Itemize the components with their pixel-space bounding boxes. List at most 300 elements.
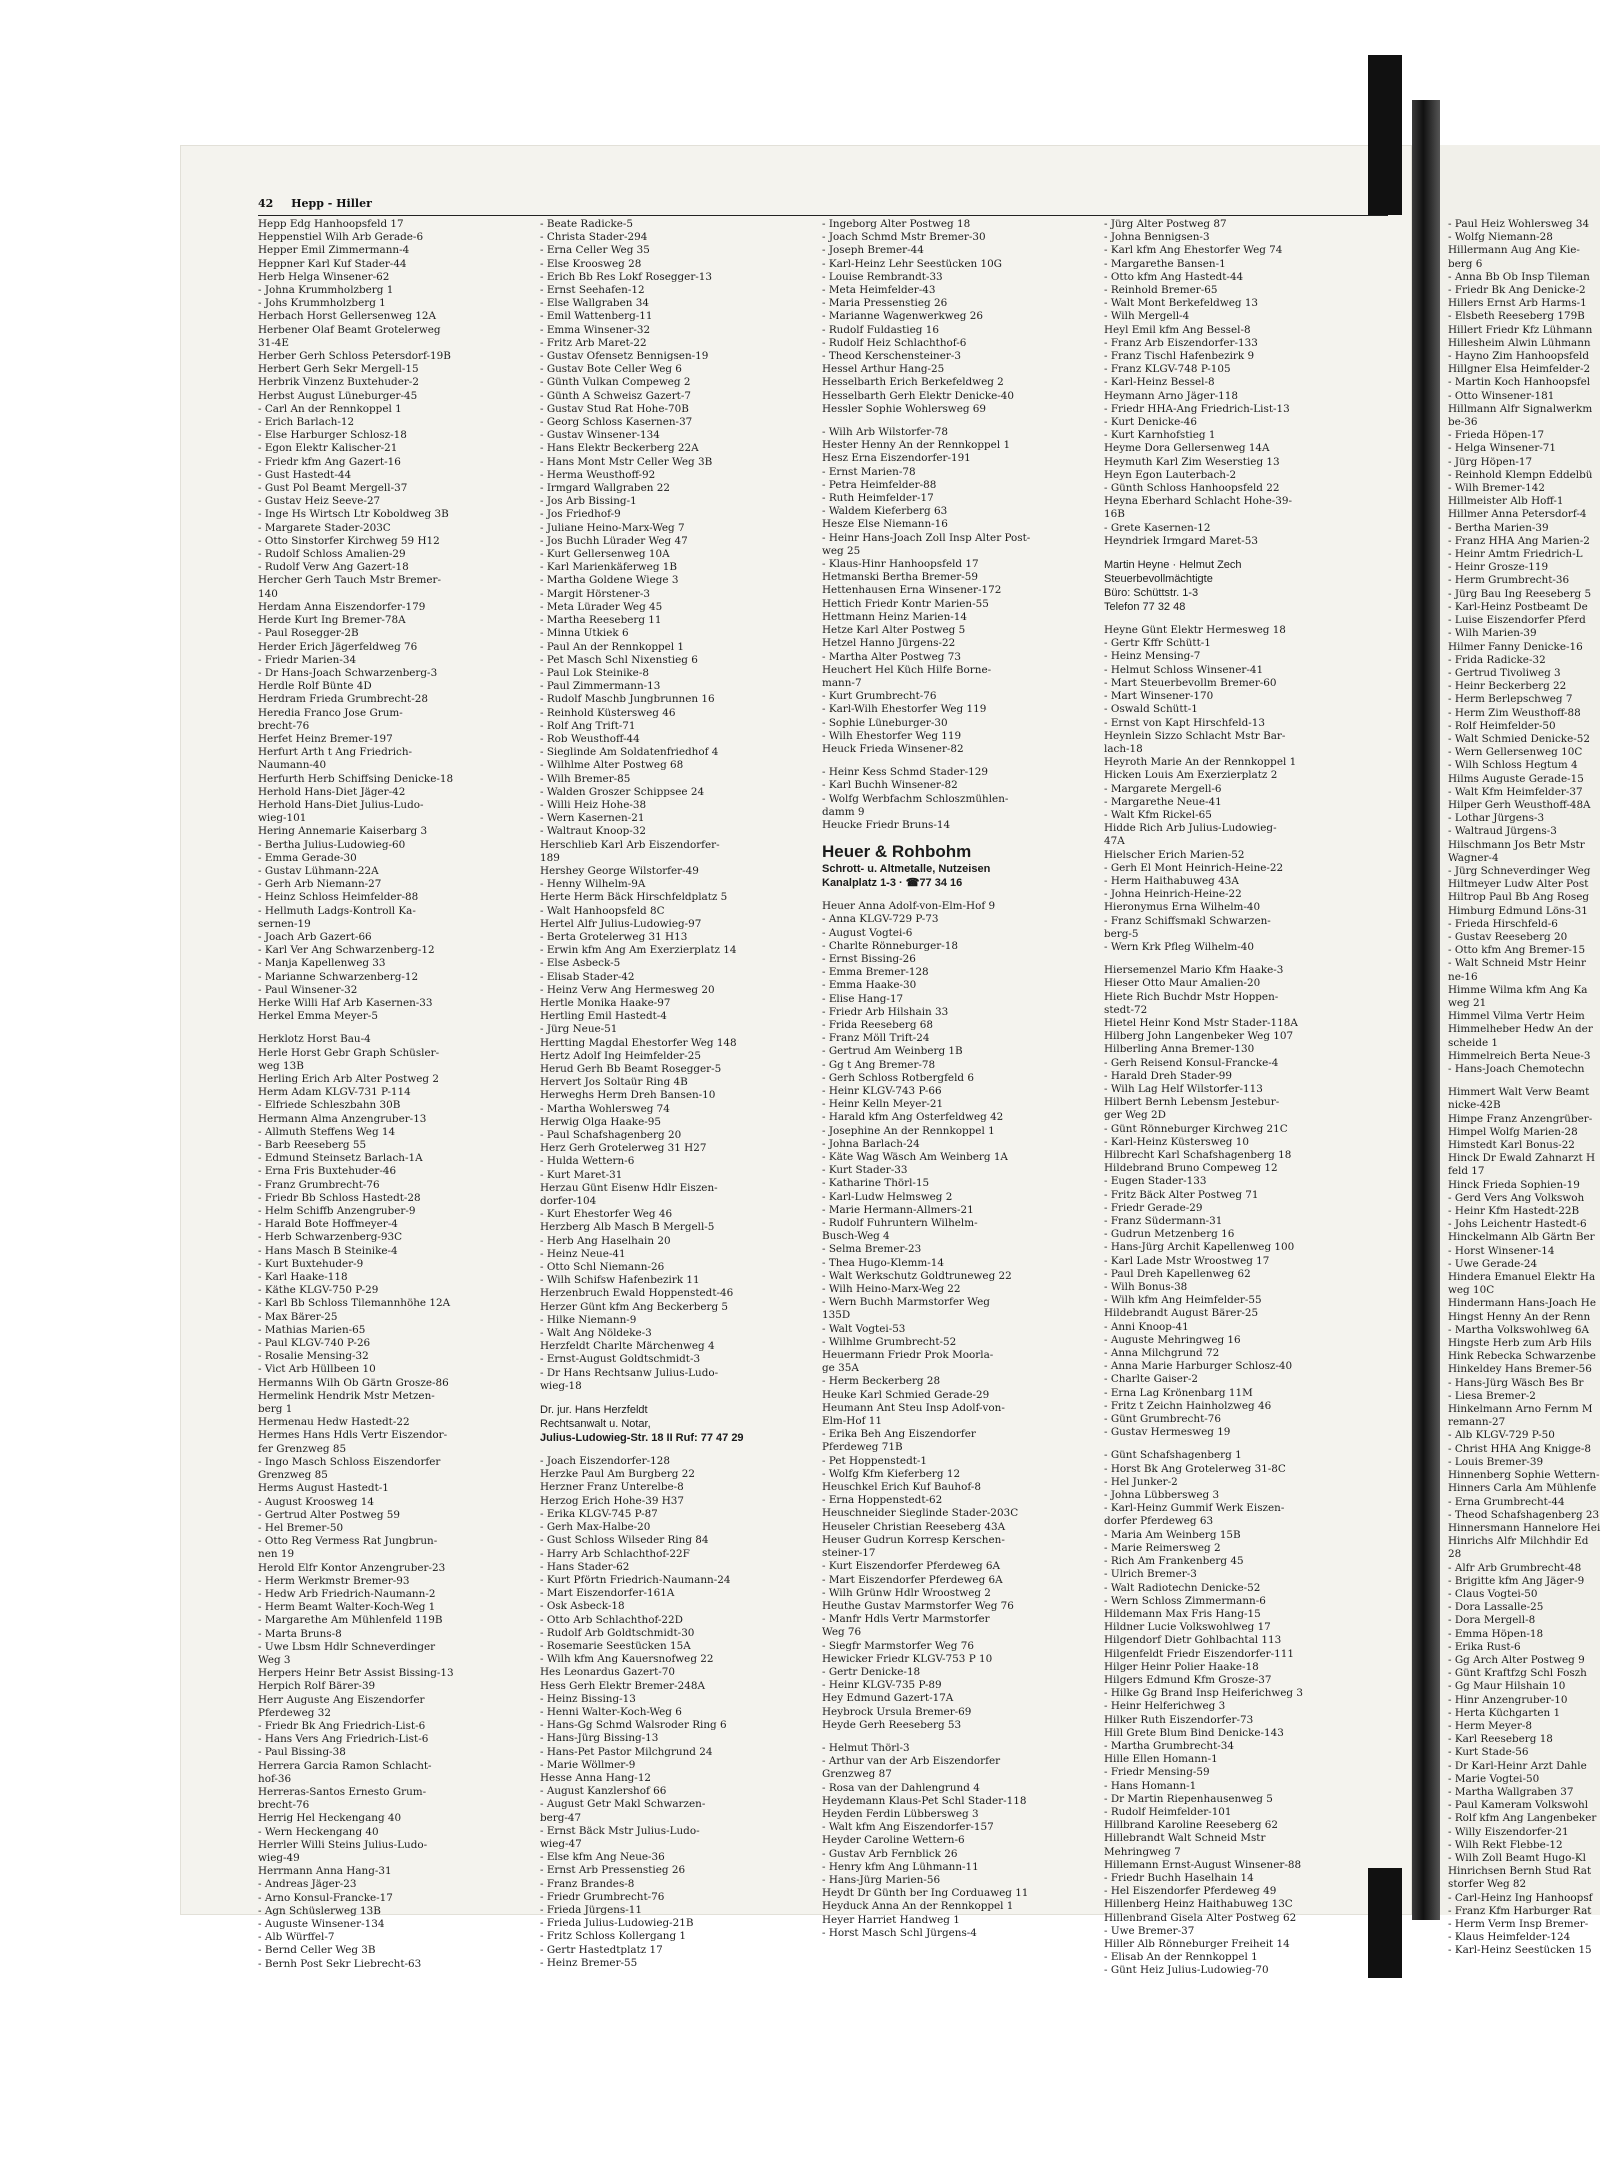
facing-page-column [1448, 218, 1608, 1957]
directory-entry: - Carl An der Rennkoppel 1 [258, 402, 402, 415]
directory-entry: brecht-76 [258, 1799, 310, 1812]
directory-entry: Herms August Hastedt-1 [258, 1482, 389, 1495]
directory-entry: - Thea Hugo-Klemm-14 [822, 1256, 944, 1269]
directory-entry: - Paul Schafshagenberg 20 [540, 1129, 682, 1142]
directory-entry: - Friedr Grumbrecht-76 [540, 1890, 665, 1903]
directory-entry: - Hans Stader-62 [540, 1560, 630, 1573]
directory-entry: - Gg Arch Alter Postweg 9 [1448, 1653, 1585, 1666]
directory-entry: - Paul Bissing-38 [258, 1746, 346, 1759]
directory-entry: - Christ HHA Ang Knigge-8 [1448, 1442, 1591, 1455]
directory-entry: Hilker Ruth Eiszendorfer-73 [1104, 1713, 1254, 1726]
directory-entry: Hinkeldey Hans Bremer-56 [1448, 1363, 1592, 1376]
directory-entry: Hermes Hans Hdls Vertr Eiszendor- [258, 1429, 448, 1442]
directory-entry: Hinnenberg Sophie Wettern- [1448, 1469, 1600, 1482]
directory-entry: - Uwe Bremer-37 [1104, 1924, 1195, 1937]
directory-entry: Herud Gerh Bb Beamt Rosegger-5 [540, 1063, 722, 1075]
directory-entry: Herreras-Santos Ernesto Grum- [258, 1785, 427, 1798]
directory-entry: - Günt Grumbrecht-76 [1104, 1413, 1221, 1426]
ad-heyne-line2: Steuerbevollmächtigte [1104, 573, 1213, 586]
directory-entry: - Paul Rosegger-2B [258, 627, 359, 640]
directory-entry: - Anna Milchgrund 72 [1104, 1347, 1220, 1360]
directory-entry: Herfet Heinz Bremer-197 [258, 732, 393, 745]
directory-entry: Hermanns Wilh Ob Gärtn Grosze-86 [258, 1376, 449, 1389]
directory-entry: - Katharine Thörl-15 [822, 1177, 930, 1190]
directory-entry: - Joach Eiszendorfer-128 [540, 1455, 670, 1468]
directory-entry: - Henni Walter-Koch-Weg 6 [540, 1705, 682, 1718]
directory-entry: Hinners Carla Am Mühlenfe [1448, 1482, 1597, 1495]
directory-entry: Pferdeweg 32 [258, 1706, 331, 1719]
directory-entry: - Margarete Stader-203C [258, 521, 391, 534]
directory-entry: - Herm Werkmstr Bremer-93 [258, 1574, 410, 1587]
directory-entry: - Erika KLGV-745 P-87 [540, 1507, 658, 1520]
directory-entry: - Henny Wilhelm-9A [540, 878, 646, 891]
directory-entry: - Manfr Hdls Vertr Marmstorfer [822, 1613, 990, 1626]
directory-entry: Herzner Franz Unterelbe-8 [540, 1481, 684, 1494]
directory-entry: - Marie Wöllmer-9 [540, 1758, 636, 1771]
directory-entry: - Walt Kfm Heimfelder-37 [1448, 785, 1583, 798]
directory-entry: - Elsbeth Reeseberg 179B [1448, 310, 1585, 323]
directory-entry: - Emma Gerade-30 [258, 851, 357, 864]
directory-entry: - Herm Verm Insp Bremer- [1448, 1918, 1589, 1930]
directory-entry: Hilmer Fanny Denicke-16 [1448, 640, 1583, 653]
directory-entry: - Hilke Gg Brand Insp Heiferichweg 3 [1104, 1687, 1303, 1700]
directory-entry: Hill Grete Blum Bind Denicke-143 [1104, 1726, 1284, 1739]
directory-entry: - Rosa van der Dahlengrund 4 [822, 1781, 980, 1794]
directory-entry: - Walt Kfm Rickel-65 [1104, 808, 1212, 821]
directory-entry: - Horst Winsener-14 [1448, 1244, 1555, 1257]
directory-entry: - Kurt Gellersenweg 10A [540, 548, 670, 561]
directory-entry: Hillers Ernst Arb Harms-1 [1448, 297, 1587, 310]
directory-entry: - Else Harburger Schlosz-18 [258, 429, 407, 442]
directory-entry: - Joseph Bremer-44 [822, 244, 924, 257]
directory-entry: Hinrichsen Bernh Stud Rat [1448, 1865, 1592, 1878]
directory-entry: - Franz Brandes-8 [540, 1877, 635, 1890]
directory-entry: - Emma Haake-30 [822, 979, 917, 992]
directory-entry: - Hedw Arb Friedrich-Naumann-2 [258, 1587, 436, 1600]
directory-entry: - Erna Grumbrecht-44 [1448, 1495, 1565, 1508]
directory-entry: Herle Horst Gebr Graph Schüsler- [258, 1046, 440, 1059]
directory-entry: - Mathias Marien-65 [258, 1323, 366, 1336]
directory-entry: Hetze Karl Alter Postweg 5 [822, 624, 966, 637]
directory-entry: - Friedr Mensing-59 [1104, 1766, 1210, 1779]
directory-entry: Himpel Wolfg Marien-28 [1448, 1125, 1578, 1138]
directory-entry: Hesselbarth Erich Berkefeldweg 2 [822, 376, 1004, 389]
directory-entry: Hink Rebecka Schwarzenbe [1448, 1350, 1596, 1363]
directory-entry: Weg 76 [822, 1626, 862, 1639]
directory-entry: - Walt Schmied Denicke-52 [1448, 732, 1590, 745]
binding-mark-top [1368, 55, 1402, 215]
directory-entry: - Horst Bk Ang Grotelerweg 31-8C [1104, 1462, 1286, 1475]
directory-entry: - Karl-Heinz Seestücken 15 [1448, 1944, 1592, 1957]
directory-entry: - Hel Bremer-50 [258, 1521, 344, 1534]
directory-entry: Hes Leonardus Gazert-70 [540, 1666, 675, 1679]
ad-heyne-line4: Telefon 77 32 48 [1104, 601, 1186, 614]
directory-entry: Hilger Heinr Polier Haake-18 [1104, 1660, 1259, 1673]
directory-entry: dorfer Pferdeweg 63 [1104, 1515, 1214, 1528]
directory-entry: - Heinr Beckerberg 22 [1448, 680, 1567, 693]
directory-entry: - Hans-Jürg Marien-56 [822, 1873, 941, 1886]
directory-entry: - Charlte Rönneburger-18 [822, 939, 958, 952]
directory-entry: wieg-47 [540, 1837, 582, 1850]
directory-entry: Hindera Emanuel Elektr Ha [1448, 1271, 1596, 1284]
directory-entry: - Joach Arb Gazert-66 [258, 930, 372, 943]
directory-entry: - Reinhold Klempn Eddelbü [1448, 468, 1593, 481]
directory-entry: mann-7 [822, 676, 862, 689]
directory-entry: - Selma Bremer-23 [822, 1243, 922, 1256]
directory-entry: - Fritz Arb Maret-22 [540, 336, 647, 349]
directory-entry: - Wilh Bremer-85 [540, 772, 631, 785]
directory-entry: - Gustav Arb Fernblick 26 [822, 1847, 958, 1860]
directory-entry: - Frida Reeseberg 68 [822, 1018, 934, 1031]
directory-entry: Himpe Franz Anzengrüber- [1448, 1112, 1593, 1125]
directory-entry: - Henry kfm Ang Lühmann-11 [822, 1860, 979, 1873]
directory-entry: - Gertrud Am Weinberg 1B [822, 1045, 963, 1058]
directory-entry: Hesz Erna Eiszendorfer-191 [822, 452, 971, 465]
directory-entry: Herzenbruch Ewald Hoppenstedt-46 [540, 1287, 734, 1300]
directory-entry: Hertz Adolf Ing Heimfelder-25 [540, 1049, 701, 1062]
directory-entry: - Käthe KLGV-750 P-29 [258, 1284, 379, 1297]
directory-entry: ge 35A [822, 1362, 859, 1375]
directory-entry: - Hans-Joach Chemotechn [1448, 1063, 1585, 1075]
directory-entry: Herpich Rolf Bärer-39 [258, 1680, 376, 1693]
directory-entry: - Johs Leichentr Hastedt-6 [1448, 1218, 1587, 1231]
directory-entry: 16B [1104, 508, 1125, 521]
directory-entry: - Heinr Amtm Friedrich-L [1448, 548, 1583, 561]
directory-entry: - Wern Buchh Marmstorfer Weg [822, 1296, 990, 1309]
directory-entry: - Wolfg Kfm Kieferberg 12 [822, 1467, 961, 1480]
directory-entry: Heyl Emil kfm Ang Bessel-8 [1104, 323, 1251, 336]
directory-entry: - Wilh Heino-Marx-Weg 22 [822, 1283, 961, 1296]
directory-entry: Heyduck Anna An der Rennkoppel 1 [822, 1900, 1014, 1913]
directory-entry: - Wilh kfm Ang Kauersnofweg 22 [540, 1653, 714, 1666]
directory-entry: - Martha Alter Postweg 73 [822, 650, 961, 663]
directory-entry: - Rolf Ang Trift-71 [540, 719, 636, 732]
directory-entry: - Theod Schafshagenberg 23 [1448, 1508, 1600, 1521]
directory-entry: Mehringweg 7 [1104, 1845, 1181, 1858]
directory-entry: - Hans-Jürg Bissing-13 [540, 1732, 659, 1745]
entry-gap [822, 1732, 1094, 1742]
directory-entry: - Frieda Julius-Ludowieg-21B [540, 1917, 694, 1930]
directory-entry: - Ingo Masch Schloss Eiszendorfer [258, 1455, 441, 1468]
directory-entry: - Dora Lassalle-25 [1448, 1601, 1544, 1614]
directory-entry: - Waltraut Knoop-32 [540, 825, 646, 838]
directory-column-1 [258, 218, 530, 1970]
directory-column-4 [1104, 218, 1376, 1977]
entry-gap [1448, 1076, 1608, 1086]
directory-entry: - Herm Beckerberg 28 [822, 1375, 941, 1388]
directory-entry: - Walt Vogtei-53 [822, 1322, 906, 1335]
directory-entry: Herhold Hans-Diet Julius-Ludo- [258, 798, 424, 811]
directory-entry: feld 17 [1448, 1165, 1485, 1178]
directory-entry: Naumann-40 [258, 759, 327, 772]
directory-entry: - Gust Schloss Wilseder Ring 84 [540, 1534, 709, 1547]
directory-entry: - Karl-Wilh Ehestorfer Weg 119 [822, 703, 987, 716]
directory-entry: - Alb KLGV-729 P-50 [1448, 1429, 1555, 1442]
directory-entry: - Maria Am Weinberg 15B [1104, 1528, 1241, 1541]
directory-entry: - Karl Bb Schloss Tilemannhöhe 12A [258, 1297, 451, 1310]
directory-entry: Himburg Edmund Löns-31 [1448, 904, 1588, 917]
directory-entry: Heredia Franco Jose Grum- [258, 706, 403, 719]
directory-entry: - Reinhold Küstersweg 46 [540, 706, 676, 719]
directory-entry: - Carl-Heinz Ing Hanhoopsf [1448, 1891, 1593, 1904]
directory-entry: - Ernst Arb Pressenstieg 26 [540, 1864, 686, 1877]
directory-entry: - Dora Mergell-8 [1448, 1614, 1536, 1627]
directory-entry: Hicken Louis Am Exerzierplatz 2 [1104, 769, 1278, 782]
directory-entry: 28 [1448, 1548, 1462, 1561]
directory-entry: - Marianne Schwarzenberg-12 [258, 970, 419, 983]
directory-entry: - Marie Reimersweg 2 [1104, 1541, 1221, 1554]
directory-entry: - Rolf Heimfelder-50 [1448, 719, 1556, 732]
directory-entry: - Barb Reeseberg 55 [258, 1139, 367, 1152]
directory-entry: - Kurt Ehestorfer Weg 46 [540, 1208, 673, 1221]
directory-entry: Herkel Emma Meyer-5 [258, 1010, 378, 1023]
directory-entry: ne-16 [1448, 970, 1478, 983]
directory-entry: - Kurt Maret-31 [540, 1168, 623, 1181]
directory-entry: - Friedr Arb Hilshain 33 [822, 1005, 949, 1018]
directory-entry: - Bertha Marien-39 [1448, 521, 1549, 534]
directory-entry: - Kurt Stader-33 [822, 1164, 908, 1177]
directory-entry: damm 9 [822, 805, 865, 818]
directory-entry: Herrler Willi Steins Julius-Ludo- [258, 1838, 428, 1851]
directory-entry: Hester Henny An der Rennkoppel 1 [822, 439, 1011, 452]
directory-entry: Hinck Dr Ewald Zahnarzt H [1448, 1152, 1596, 1165]
directory-entry: - Paul Lok Steinike-8 [540, 666, 649, 679]
directory-entry: - Fritz Schloss Kollergang 1 [540, 1930, 687, 1943]
directory-entry: - Meta Lürader Weg 45 [540, 600, 663, 613]
ad-heyne-line3: Büro: Schüttstr. 1-3 [1104, 587, 1199, 600]
directory-entry: - Erich Bb Res Lokf Rosegger-13 [540, 270, 713, 283]
directory-entry: - Herma Weusthoff-92 [540, 468, 656, 481]
directory-entry: - Gg t Ang Bremer-78 [822, 1058, 936, 1071]
directory-entry: - Friedr Bk Ang Friedrich-List-6 [258, 1719, 426, 1732]
directory-entry: - Else Asbeck-5 [540, 957, 621, 970]
directory-entry: - Margarete Mergell-6 [1104, 782, 1222, 795]
directory-entry: Hidde Rich Arb Julius-Ludowieg- [1104, 822, 1277, 835]
directory-entry: Hilgendorf Dietr Gohlbachtal 113 [1104, 1634, 1282, 1647]
directory-entry: - Karl-Heinz Postbeamt De [1448, 600, 1588, 613]
directory-entry: - Ernst Bissing-26 [822, 952, 916, 965]
directory-entry: - Jos Buchh Lürader Weg 47 [540, 534, 688, 547]
directory-entry: - Mart Winsener-170 [1104, 690, 1214, 703]
directory-entry: - Vict Arb Hüllbeen 10 [258, 1363, 376, 1376]
directory-entry: - Alb Würffel-7 [258, 1931, 335, 1944]
directory-entry: - Klaus-Hinr Hanhoopsfeld 17 [822, 558, 979, 571]
directory-entry: Hillebrandt Walt Schneid Mstr [1104, 1832, 1266, 1845]
page-header [258, 197, 1388, 216]
directory-entry: - Marianne Wagenwerkweg 26 [822, 310, 983, 323]
directory-entry: - Herm Meyer-8 [1448, 1719, 1533, 1732]
directory-entry: - Pet Masch Schl Nixenstieg 6 [540, 653, 698, 666]
directory-entry: - Anna Marie Harburger Schlosz-40 [1104, 1360, 1293, 1373]
directory-entry: - Gustav Ofensetz Bennigsen-19 [540, 350, 709, 363]
directory-entry: Hillmann Alfr Signalwerkm [1448, 402, 1593, 415]
directory-entry: Herber Gerh Schloss Petersdorf-19B [258, 350, 451, 363]
directory-entry: - Waltraud Jürgens-3 [1448, 825, 1557, 838]
directory-entry: Heppner Karl Kuf Stader-44 [258, 257, 407, 270]
directory-entry: - Otto Winsener-181 [1448, 389, 1555, 402]
directory-entry: - Bernh Post Sekr Liebrecht-63 [258, 1957, 422, 1970]
directory-entry: Himmelreich Berta Neue-3 [1448, 1049, 1591, 1062]
directory-entry: - Karl Ver Ang Schwarzenberg-12 [258, 944, 435, 957]
directory-entry: - Wern Gellersenweg 10C [1448, 746, 1583, 759]
directory-entry: - Walden Groszer Schippsee 24 [540, 785, 705, 798]
directory-entry: - Günt Kraftfzg Schl Foszh [1448, 1667, 1587, 1680]
directory-entry: - Rosemarie Seestücken 15A [540, 1639, 691, 1652]
directory-entry: - Karl Reeseberg 18 [1448, 1733, 1553, 1746]
directory-entry: - Paul Dreh Kapellenweg 62 [1104, 1267, 1251, 1280]
directory-entry: - Georg Schloss Kasernen-37 [540, 416, 693, 429]
directory-entry: Hillgner Elsa Heimfelder-2 [1448, 363, 1591, 376]
directory-entry: - Gust Pol Beamt Mergell-37 [258, 482, 408, 495]
directory-entry: - Günth A Schweisz Gazert-7 [540, 389, 691, 402]
directory-entry: - Hel Junker-2 [1104, 1475, 1178, 1488]
directory-entry: - Joach Schmd Mstr Bremer-30 [822, 231, 986, 244]
directory-entry: - Alfr Arb Grumbrecht-48 [1448, 1561, 1582, 1574]
directory-entry: - Franz Tischl Hafenbezirk 9 [1104, 350, 1255, 363]
directory-entry: Hillesheim Alwin Lühmann [1448, 336, 1591, 349]
directory-entry: - Wilhlme Grumbrecht-52 [822, 1335, 957, 1348]
directory-entry: Hepper Emil Zimmermann-4 [258, 244, 410, 257]
directory-entry: - Beate Radicke-5 [540, 218, 634, 230]
directory-entry: - Martha Volkswohlweg 6A [1448, 1323, 1590, 1336]
directory-entry: - Helmut Schloss Winsener-41 [1104, 663, 1264, 676]
directory-entry: - Heinz Neue-41 [540, 1247, 626, 1260]
entry-gap [822, 756, 1094, 766]
directory-entry: - Martha Wohlersweg 74 [540, 1102, 670, 1115]
directory-entry: Hilms Auguste Gerade-15 [1448, 772, 1584, 785]
directory-entry: - Elfriede Schleszbahn 30B [258, 1099, 401, 1112]
ad-heuer-rohbohm [822, 842, 1094, 890]
directory-entry: - Wilh Bonus-38 [1104, 1281, 1188, 1294]
directory-entry: - Frieda Jürgens-11 [540, 1903, 642, 1916]
directory-entry: - Liesa Bremer-2 [1448, 1389, 1536, 1402]
directory-entry: - Eugen Stader-133 [1104, 1175, 1207, 1188]
directory-entry: - Ernst von Kapt Hirschfeld-13 [1104, 716, 1265, 729]
directory-entry: Herzer Günt kfm Ang Beckerberg 5 [540, 1300, 729, 1313]
directory-entry: - Emil Wattenberg-11 [540, 310, 653, 323]
directory-entry: - Franz Kfm Harburger Rat [1448, 1904, 1592, 1917]
directory-entry: - Ernst Marien-78 [822, 465, 916, 478]
directory-entry: - Dr Hans-Joach Schwarzenberg-3 [258, 666, 438, 679]
directory-entry: Hilper Gerh Weusthoff-48A [1448, 798, 1591, 811]
directory-entry: Himmel Vilma Vertr Heim [1448, 1010, 1585, 1023]
directory-entry: - Uwe Gerade-24 [1448, 1257, 1538, 1270]
directory-entry: stedt-72 [1104, 1003, 1148, 1016]
directory-entry: - Kurt Pförtn Friedrich-Naumann-24 [540, 1573, 731, 1586]
entry-gap [822, 416, 1094, 426]
directory-entry: remann-27 [1448, 1416, 1506, 1429]
directory-entry: - Gg Maur Hilshain 10 [1448, 1680, 1566, 1693]
directory-entry: - Johna Heinrich-Heine-22 [1104, 888, 1242, 901]
directory-entry: Hillbrand Karoline Reeseberg 62 [1104, 1819, 1279, 1832]
directory-entry: Hetzel Hanno Jürgens-22 [822, 637, 956, 650]
directory-entry: Heydemann Klaus-Pet Schl Stader-118 [822, 1794, 1027, 1807]
directory-entry: - Karl-Heinz Küstersweg 10 [1104, 1135, 1249, 1148]
directory-entry: - Hilke Niemann-9 [540, 1313, 637, 1326]
directory-entry: Hilgenfeldt Friedr Eiszendorfer-111 [1104, 1647, 1294, 1660]
directory-entry: - Harald kfm Ang Osterfeldweg 42 [822, 1111, 1004, 1124]
directory-entry: - Gustav Lühmann-22A [258, 864, 379, 877]
directory-entry: - Erna Celler Weg 35 [540, 244, 650, 257]
directory-entry: Heyme Dora Gellersenweg 14A [1104, 442, 1270, 455]
directory-entry: - Wern Krk Pfleg Wilhelm-40 [1104, 940, 1255, 953]
directory-entry: - Anna Bb Ob Insp Tileman [1448, 270, 1590, 283]
directory-entry: - Margit Hörstener-3 [540, 587, 650, 600]
directory-entry: - Harry Arb Schlachthof-22F [540, 1547, 690, 1560]
directory-entry: - Franz KLGV-748 P-105 [1104, 363, 1231, 376]
directory-entry: - Wolfg Werbfachm Schloszmühlen- [822, 792, 1009, 805]
directory-entry: - Erika Beh Ang Eiszendorfer [822, 1428, 976, 1441]
directory-entry: Hillmeister Alb Hoff-1 [1448, 495, 1564, 508]
directory-entry: - Martha Wallgraben 37 [1448, 1785, 1574, 1798]
directory-entry: Herwig Olga Haake-95 [540, 1115, 661, 1128]
directory-entry: - Heinz Bremer-55 [540, 1956, 638, 1969]
directory-entry: - Erwin kfm Ang Am Exerzierplatz 14 [540, 944, 737, 957]
directory-entry: - Hans-Gg Schmd Walsroder Ring 6 [540, 1719, 727, 1732]
directory-entry: - Rudolf Arb Goldtschmidt-30 [540, 1626, 695, 1639]
directory-entry: - Berta Grotelerweg 31 H13 [540, 930, 688, 943]
directory-entry: - Emma Winsener-32 [540, 323, 651, 336]
directory-entry: - Wilh Schloss Hegtum 4 [1448, 759, 1578, 772]
directory-entry: Hilgers Edmund Kfm Grosze-37 [1104, 1673, 1272, 1686]
directory-entry: - Franz Schiffsmakl Schwarzen- [1104, 914, 1271, 927]
directory-entry: - Karl Buchh Winsener-82 [822, 779, 958, 792]
directory-entry: 31-4E [258, 336, 289, 349]
directory-entry: Hesselbarth Gerh Elektr Denicke-40 [822, 389, 1015, 402]
directory-entry: Herz Gerh Grotelerweg 31 H27 [540, 1142, 707, 1155]
directory-entry: - Heinz Bissing-13 [540, 1692, 636, 1705]
directory-entry: Hertling Emil Hastedt-4 [540, 1010, 667, 1023]
directory-entry: - Günt Schafshagenberg 1 [1104, 1449, 1242, 1462]
directory-entry: - Margarethe Neue-41 [1104, 795, 1222, 808]
directory-entry: - Bernd Celler Weg 3B [258, 1944, 376, 1957]
directory-entry: - Walt Schneid Mstr Heinr [1448, 957, 1586, 970]
directory-entry: Hiersemenzel Mario Kfm Haake-3 [1104, 964, 1284, 977]
ad-heuer-line2: Kanalplatz 1-3 · ☎77 34 16 [822, 877, 963, 890]
directory-entry: Heyde Gerh Reeseberg 53 [822, 1718, 962, 1731]
directory-entry: Heuck Frieda Winsener-82 [822, 742, 964, 755]
directory-entry: Heyden Ferdin Lübbersweg 3 [822, 1807, 979, 1820]
directory-entry: Hillermann Aug Ang Kie- [1448, 244, 1580, 257]
directory-entry: - Karl Haake-118 [258, 1271, 348, 1284]
directory-entry: Hieser Otto Maur Amalien-20 [1104, 977, 1261, 990]
directory-entry: - Rudolf Fuhruntern Wilhelm- [822, 1217, 978, 1230]
directory-entry: Heyndriek Irmgard Maret-53 [1104, 534, 1259, 547]
directory-entry: - Minna Utkiek 6 [540, 627, 629, 640]
directory-entry: - Frida Radicke-32 [1448, 653, 1546, 666]
directory-entry: Hettich Friedr Kontr Marien-55 [822, 597, 989, 610]
directory-entry: Hiete Rich Buchdr Mstr Hoppen- [1104, 990, 1279, 1003]
directory-entry: - Friedr Buchh Haselhain 14 [1104, 1871, 1254, 1884]
directory-entry: - Gust Hastedt-44 [258, 468, 352, 481]
directory-entry: - Emma Bremer-128 [822, 966, 929, 979]
directory-entry: - Brigitte kfm Ang Jäger-9 [1448, 1574, 1585, 1587]
directory-entry: - Uwe Lbsm Hdlr Schneverdinger [258, 1640, 436, 1653]
directory-entry: - Mart Eiszendorfer-161A [540, 1587, 675, 1600]
directory-entry: Heppenstiel Wilh Arb Gerade-6 [258, 231, 424, 244]
directory-entry: - Karl Marienkäferweg 1B [540, 561, 678, 574]
directory-entry: - Hans Homann-1 [1104, 1779, 1197, 1792]
directory-entry: Hielscher Erich Marien-52 [1104, 848, 1245, 861]
directory-entry: Hinrichs Alfr Milchhdir Ed [1448, 1535, 1589, 1548]
directory-entry: Herbener Olaf Beamt Grotelerweg [258, 323, 441, 336]
directory-entry: - Heinr Kfm Hastedt-22B [1448, 1205, 1580, 1218]
directory-entry: Herbach Horst Gellersenweg 12A [258, 310, 437, 323]
directory-entry: - Heinz Mensing-7 [1104, 650, 1201, 663]
directory-entry: Hiller Alb Rönneburger Freiheit 14 [1104, 1937, 1290, 1950]
directory-entry: - Günt Rönneburger Kirchweg 21C [1104, 1122, 1288, 1135]
directory-entry: - Friedr kfm Ang Gazert-16 [258, 455, 401, 468]
